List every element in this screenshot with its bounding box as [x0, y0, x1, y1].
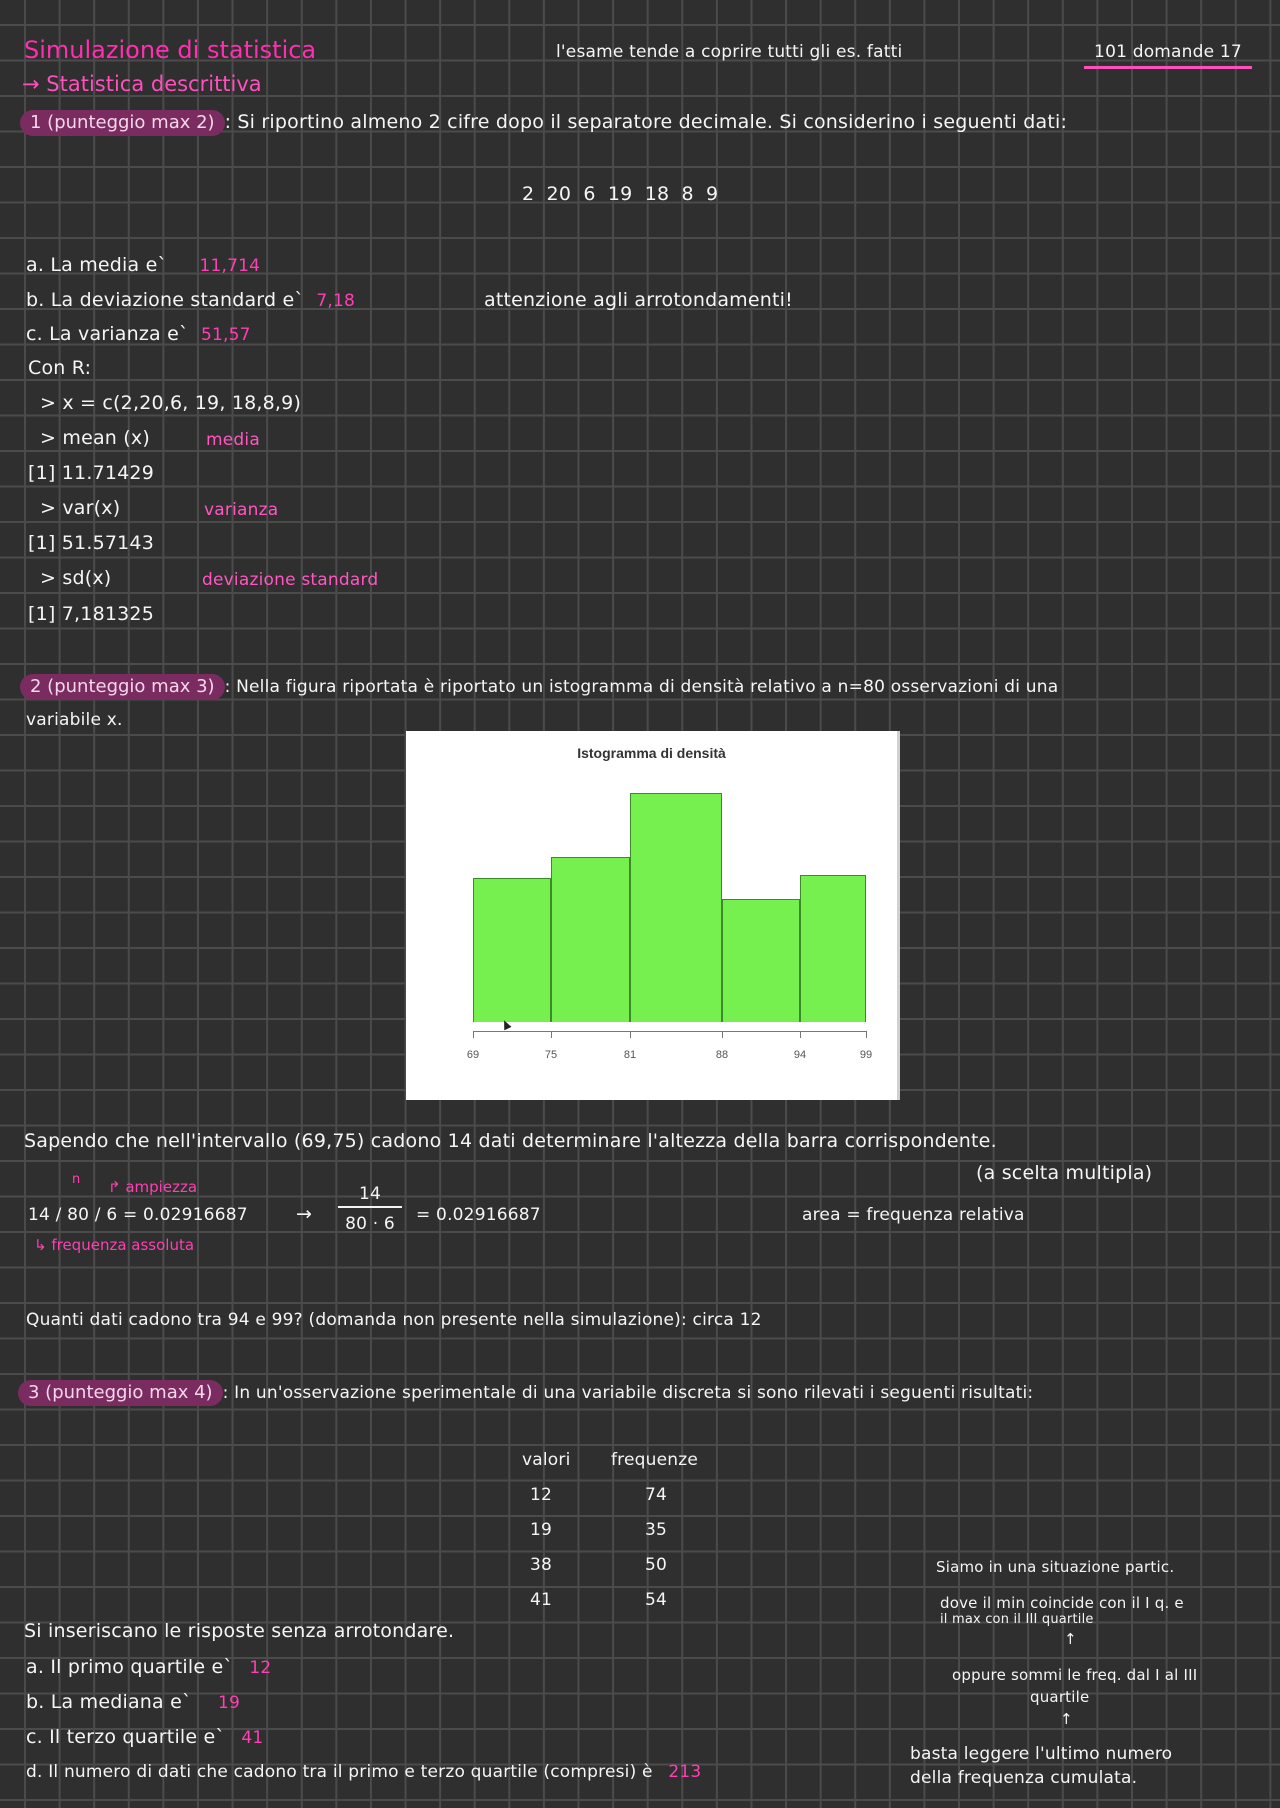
r-comment-sd: deviazione standard: [202, 570, 379, 590]
table-cell-frequenza: 35: [645, 1520, 668, 1540]
side-note-line5: quartile: [1030, 1688, 1090, 1706]
side-note-line4: oppure sommi le freq. dal I al III: [952, 1666, 1198, 1684]
x-axis: [473, 1031, 867, 1032]
r-line-4: > sd(x): [40, 567, 112, 589]
q2-extra-question: Quanti dati cadono tra 94 e 99? (domanda non presente nella simulazione): circa 12: [26, 1310, 762, 1330]
answer-value: 213: [668, 1762, 702, 1782]
answer-label: c. Il terzo quartile e`: [26, 1726, 226, 1748]
table-cell-valore: 41: [530, 1590, 553, 1610]
table-cell-frequenza: 74: [645, 1485, 668, 1505]
q1-prompt: : Si riportino almeno 2 cifre dopo il separatore decimale. Si considerino i seguenti dati:: [224, 111, 1068, 133]
x-tick-label: 88: [715, 1049, 729, 1061]
q1-score-badge: 1 (punteggio max 2): [20, 110, 225, 136]
question-count-note: 101 domande 17: [1084, 42, 1252, 69]
x-tick-label: 75: [544, 1049, 558, 1061]
answer-label: b. La deviazione standard e`: [26, 289, 305, 311]
r-comment-varianza: varianza: [204, 500, 279, 520]
calc-left: 14 / 80 / 6 = 0.02916687: [28, 1205, 248, 1225]
q1-answer-b: [26, 289, 355, 311]
answer-value: 41: [241, 1728, 264, 1748]
x-tick: [551, 1031, 552, 1038]
x-tick-label: 81: [623, 1049, 637, 1061]
table-header-frequenze: frequenze: [611, 1450, 699, 1470]
q3-prompt: : In un'osservazione sperimentale di una variabile discreta si sono rilevati i seguenti risultati:: [222, 1383, 1034, 1403]
exam-coverage-note: l'esame tende a coprire tutti gli es. fatti: [556, 42, 903, 62]
answer-label: a. Il primo quartile e`: [26, 1656, 234, 1678]
q3-header: [18, 1380, 1033, 1406]
side-note-line7: della frequenza cumulata.: [910, 1768, 1138, 1788]
q2-header: [20, 674, 1058, 700]
x-tick-label: 99: [859, 1049, 873, 1061]
answer-value: 19: [217, 1693, 240, 1713]
side-note-line2: dove il min coincide con il I q. e: [940, 1594, 1184, 1612]
calc-right: = 0.02916687: [416, 1205, 541, 1225]
x-tick-label: 69: [466, 1049, 480, 1061]
answer-label: b. La mediana e`: [26, 1691, 192, 1713]
table-cell-valore: 38: [530, 1555, 553, 1575]
r-comment-media: media: [206, 430, 260, 450]
x-tick: [630, 1031, 631, 1038]
page-title: Simulazione di statistica: [24, 36, 317, 64]
q3-answer-a: [26, 1656, 271, 1678]
histogram-bar-69-75: [473, 878, 551, 1022]
section-subtitle: → Statistica descrittiva: [22, 72, 262, 96]
table-cell-frequenza: 54: [645, 1590, 668, 1610]
table-cell-valore: 12: [530, 1485, 553, 1505]
q3-answer-d: [26, 1762, 701, 1782]
q3-instructions: Si inseriscano le risposte senza arrotondare.: [24, 1620, 455, 1642]
answer-label: d. Il numero di dati che cadono tra il primo e terzo quartile (compresi) è: [26, 1762, 653, 1782]
q3-answer-b: [26, 1691, 240, 1713]
side-note-line6: basta leggere l'ultimo numero: [910, 1744, 1173, 1764]
table-cell-valore: 19: [530, 1520, 553, 1540]
multiple-choice-note: (a scelta multipla): [976, 1162, 1153, 1184]
q3-score-badge: 3 (punteggio max 4): [18, 1380, 223, 1406]
answer-value: 11,714: [199, 256, 261, 276]
table-cell-frequenza: 50: [645, 1555, 668, 1575]
q1-answer-c: [26, 323, 251, 345]
answer-value: 7,18: [316, 291, 355, 311]
annotation-ampiezza-label: ampiezza: [125, 1178, 198, 1196]
answer-value: 12: [249, 1658, 272, 1678]
r-output-1: [1] 11.71429: [28, 462, 155, 484]
q3-answer-c: [26, 1726, 263, 1748]
q1-data-values: 2 20 6 19 18 8 9: [522, 183, 719, 205]
r-output-2: [1] 51.57143: [28, 532, 155, 554]
histogram-bar-75-81: [551, 857, 630, 1022]
arrow-up-icon: ↑: [1064, 1630, 1077, 1648]
rounding-warning: attenzione agli arrotondamenti!: [484, 289, 793, 311]
answer-value: 51,57: [200, 325, 251, 345]
q2-prompt-line1: : Nella figura riportata è riportato un istogramma di densità relativo a n=80 osservazioni di una: [224, 677, 1059, 697]
density-histogram: [406, 731, 900, 1100]
r-line-2: > mean (x): [40, 427, 150, 449]
histogram-title: Istogramma di densità: [577, 745, 726, 761]
r-line-3: > var(x): [40, 497, 121, 519]
histogram-bar-88-94: [722, 899, 800, 1022]
annotation-freq-assoluta: ↳ frequenza assoluta: [34, 1236, 195, 1254]
x-tick: [800, 1031, 801, 1038]
annotation-ampiezza: [108, 1178, 197, 1196]
r-header: Con R:: [28, 357, 92, 379]
fraction-denominator: 80 · 6: [345, 1214, 395, 1234]
q2-score-badge: 2 (punteggio max 3): [20, 674, 225, 700]
x-tick-label: 94: [793, 1049, 807, 1061]
annotation-n: n: [72, 1172, 81, 1187]
q1-answer-a: [26, 254, 260, 276]
fraction-numerator: 14: [358, 1184, 382, 1204]
arrow-icon: ↱: [108, 1178, 121, 1196]
x-tick: [722, 1031, 723, 1038]
arrow-right-icon: →: [296, 1203, 313, 1225]
side-note-line3: il max con il III quartile: [940, 1612, 1094, 1627]
histogram-bar-94-99: [800, 875, 866, 1022]
table-header-valori: valori: [522, 1450, 571, 1470]
arrow-up-icon: ↑: [1060, 1710, 1073, 1728]
answer-label: c. La varianza e`: [26, 323, 189, 345]
x-tick: [866, 1031, 867, 1038]
area-note: area = frequenza relativa: [802, 1205, 1025, 1225]
x-tick: [473, 1031, 474, 1038]
fraction: [338, 1184, 402, 1234]
side-note-line1: Siamo in una situazione partic.: [936, 1558, 1175, 1576]
answer-label: a. La media e`: [26, 254, 168, 276]
q2-prompt-line2: variabile x.: [26, 710, 123, 730]
histogram-bar-81-88: [630, 793, 722, 1022]
q1-header: [20, 110, 1067, 136]
r-line-1: > x = c(2,20,6, 19, 18,8,9): [40, 392, 302, 414]
r-output-3: [1] 7,181325: [28, 603, 155, 625]
q2-question: Sapendo che nell'intervallo (69,75) cadono 14 dati determinare l'altezza della barra corrispondente.: [24, 1130, 997, 1152]
